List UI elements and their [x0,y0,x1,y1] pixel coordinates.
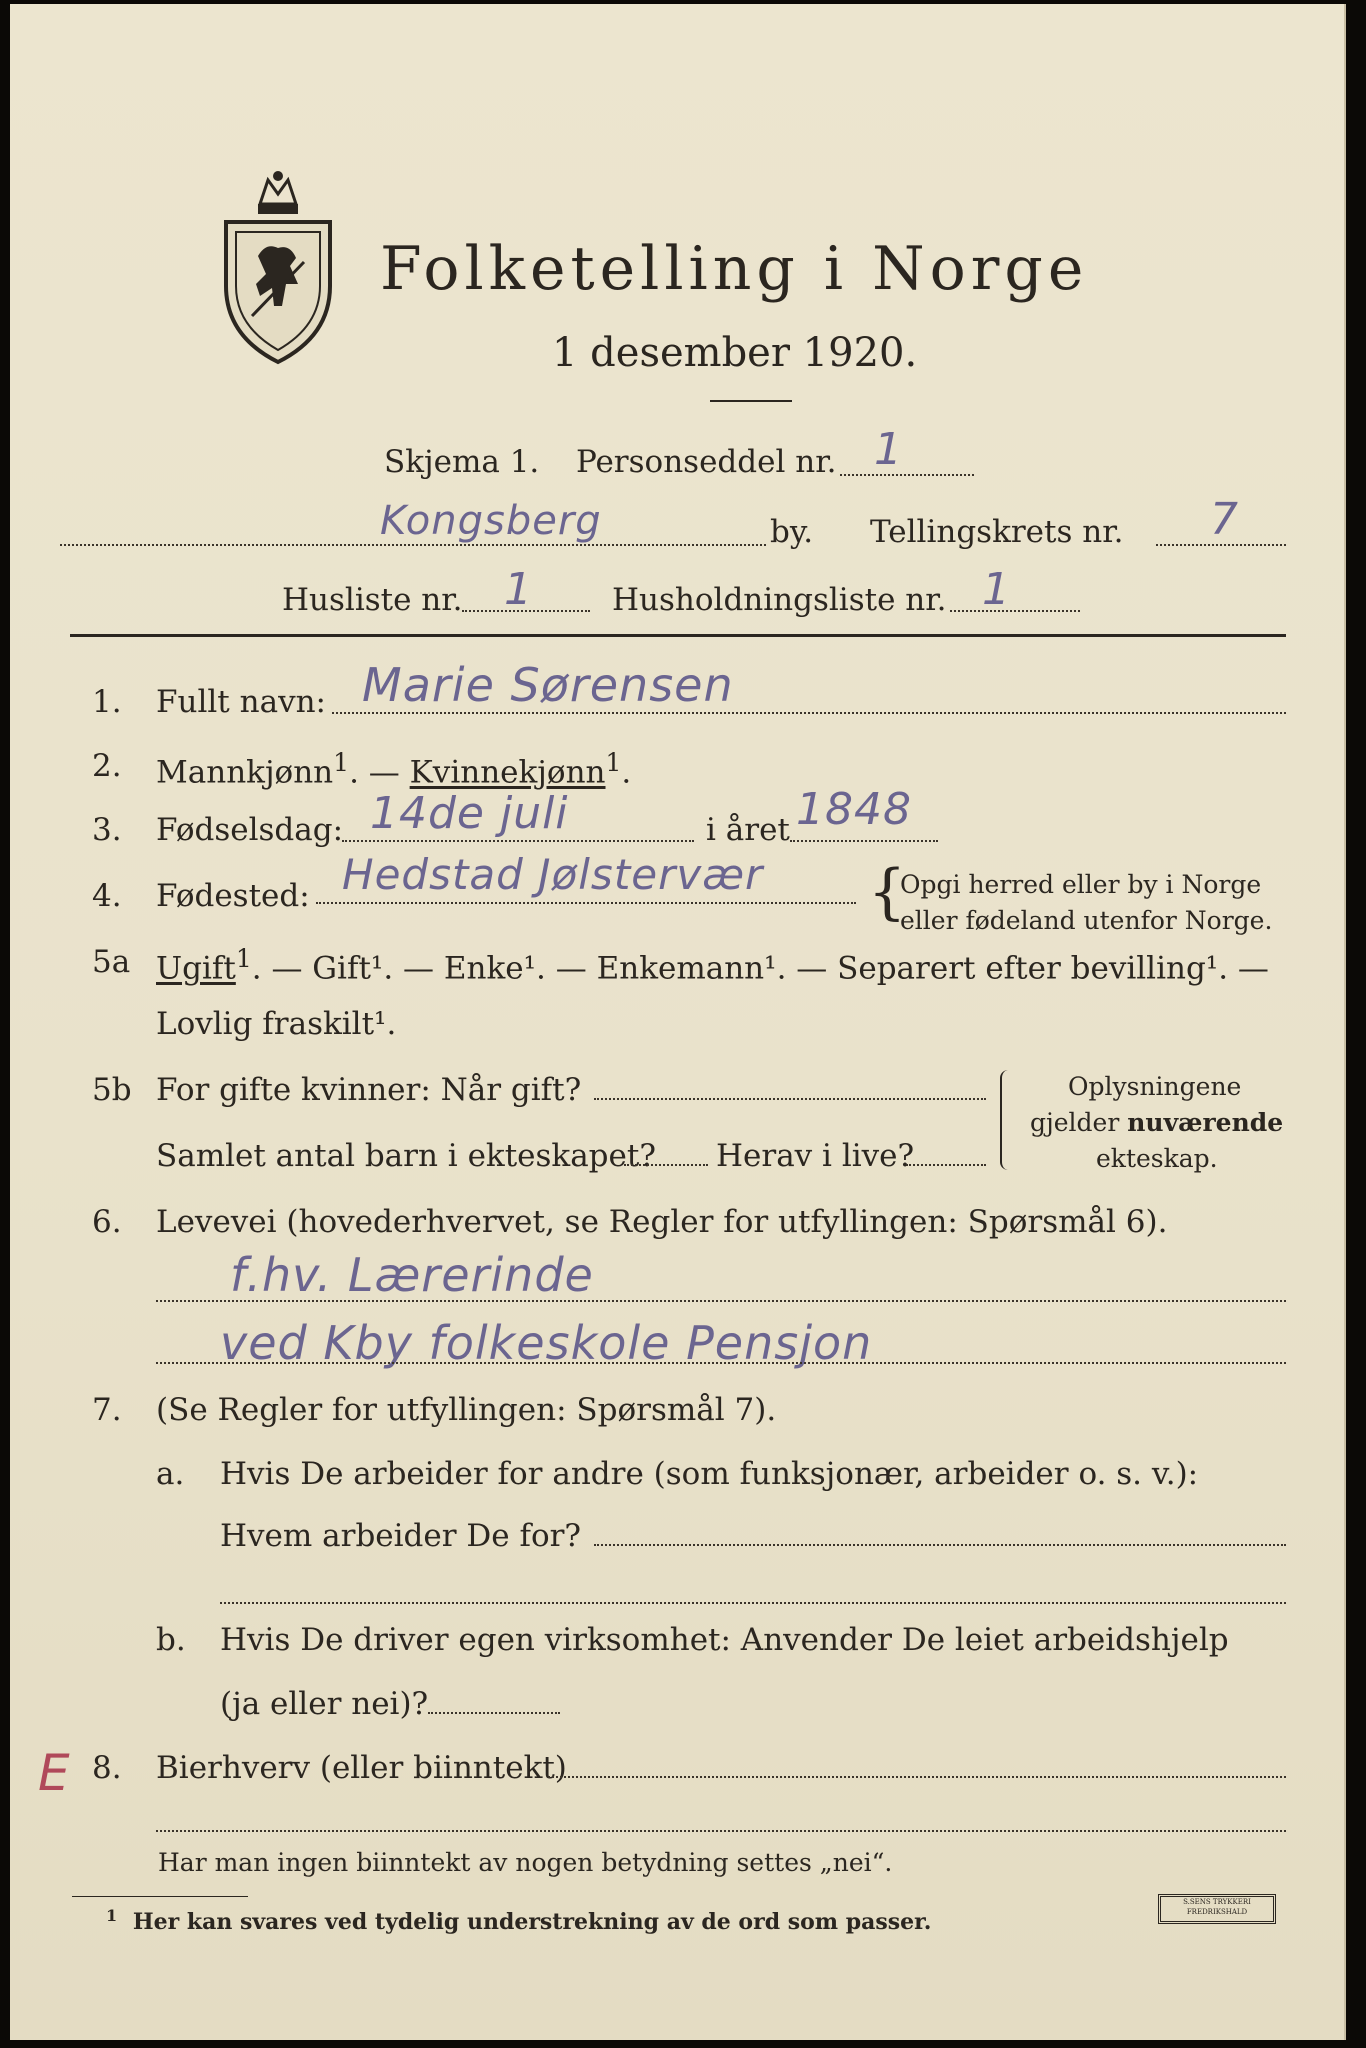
husholdningsliste-label: Husholdningsliste nr. [612,582,947,618]
q5b-note-bracket [1000,1070,1012,1170]
q5a-options: Ugift$^1$. — Gift¹. — Enke¹. — Enkemann¹. — Separert efter bevilling¹. — [156,944,1269,987]
q7-number: 7. [92,1392,122,1428]
q7a-sub-label: Hvem arbeider De for? [220,1518,582,1554]
form-title: Folketelling i Norge [380,234,1089,304]
q5a-other-options[interactable]: . — Gift¹. — Enke¹. — Enkemann¹. — Separert efter bevilling¹. — [251,950,1269,987]
census-date: 1 desember 1920. [552,330,918,376]
occupation-value-line2[interactable]: ved Kby folkeskole Pensjon [220,1316,873,1370]
q8-field-line2 [156,1830,1286,1832]
ugift-option-underlined[interactable]: Ugift [156,950,236,987]
header-divider [70,634,1286,637]
q5a-line2[interactable]: Lovlig fraskilt¹. [156,1006,397,1042]
husliste-label: Husliste nr. [282,582,463,618]
q7b-field-line [428,1712,560,1714]
q5b-when-married-field-line [594,1098,986,1100]
q7a-field-line2 [220,1602,1286,1604]
birthplace-value[interactable]: Hedstad Jølstervær [342,850,764,899]
q8-margin-mark: E [38,1744,71,1802]
title-divider [710,400,792,402]
census-form [10,4,1346,2040]
q7b-label: Hvis De driver egen virksomhet: Anvender De leiet arbeidshjelp [220,1622,1229,1658]
q6-number: 6. [92,1204,122,1240]
q1-label: Fullt navn: [156,684,326,720]
q8-field-line1 [548,1776,1286,1778]
q4-number: 4. [92,878,122,914]
q6-label: Levevei (hovederhvervet, se Regler for utfyllingen: Spørsmål 6). [156,1204,1168,1240]
tellingskrets-label: Tellingskrets nr. [870,514,1124,550]
q5b-children-label: Samlet antal barn i ekteskapet? [156,1138,656,1174]
q4-field-line [316,902,856,904]
q3-year-label: i året [706,812,790,848]
tellingskrets-value[interactable]: 7 [1210,494,1239,545]
q8-number: 8. [92,1750,122,1786]
q5b-children-field-line [624,1164,708,1166]
q3-label: Fødselsdag: [156,812,344,848]
q5b-when-married-label: For gifte kvinner: Når gift? [156,1072,582,1108]
birth-year-value[interactable]: 1848 [796,784,912,835]
footnote-divider [72,1896,248,1897]
husholdningsliste-field-line [950,610,1080,612]
male-option[interactable]: Mannkjønn [156,754,334,791]
q5b-note-line2: gjelder nuværende [1030,1108,1284,1137]
q5b-note-line3: ekteskap. [1096,1144,1218,1173]
occupation-value-line1[interactable]: f.hv. Lærerinde [230,1248,594,1302]
female-option-underlined[interactable]: Kvinnekjønn [409,754,606,791]
husholdningsliste-value[interactable]: 1 [982,564,1011,615]
printer-stamp: S.SENS TRYKKERI FREDRIKSHALD [1158,1894,1276,1924]
personseddel-value[interactable]: 1 [874,424,903,475]
q5a-number: 5a [92,944,131,980]
q1-number: 1. [92,684,122,720]
q6-field-line2 [156,1362,1286,1364]
husliste-value[interactable]: 1 [504,564,533,615]
q5b-number: 5b [92,1072,132,1108]
q7-label: (Se Regler for utfyllingen: Spørsmål 7). [156,1392,777,1428]
q4-note-line2: eller fødeland utenfor Norge. [900,906,1273,935]
q2-number: 2. [92,748,122,784]
q5b-alive-field-line [906,1164,986,1166]
skjema-label: Skjema 1. [384,444,540,480]
q7a-field-line1 [594,1544,1286,1546]
q4-note-brace: { [868,857,907,927]
q8-label: Bierhverv (eller biinntekt) [156,1750,567,1786]
footnote: $^1$ Her kan svares ved tydelig understrekning av de ord som passer. [106,1906,932,1936]
q5b-alive-label: Herav i live? [716,1138,915,1174]
q7a-letter: a. [156,1456,185,1492]
full-name-value[interactable]: Marie Sørensen [362,658,734,712]
q6-field-line1 [156,1300,1286,1302]
q2-options: Mannkjønn$^1$. — Kvinnekjønn$^1$. [156,748,632,791]
q3-year-field-line [790,840,938,842]
q7b-letter: b. [156,1622,186,1658]
by-field-line [60,544,766,546]
q4-note-line1: Opgi herred eller by i Norge [900,870,1262,899]
q5b-note-line1: Oplysningene [1068,1072,1242,1101]
q3-number: 3. [92,812,122,848]
q7b-sub-label: (ja eller nei)? [220,1686,429,1722]
q4-label: Fødested: [156,878,310,914]
footer-note: Har man ingen biinntekt av nogen betydning settes „nei“. [158,1848,893,1877]
q1-field-line [332,712,1286,714]
q3-day-field-line [342,840,694,842]
coat-of-arms-icon [216,166,340,366]
personseddel-field-line [840,474,974,476]
birthday-value[interactable]: 14de juli [370,788,569,839]
q7a-label: Hvis De arbeider for andre (som funksjonær, arbeider o. s. v.): [220,1456,1199,1492]
by-label: by. [770,514,814,550]
personseddel-label: Personseddel nr. [576,444,837,480]
by-value[interactable]: Kongsberg [380,498,602,544]
